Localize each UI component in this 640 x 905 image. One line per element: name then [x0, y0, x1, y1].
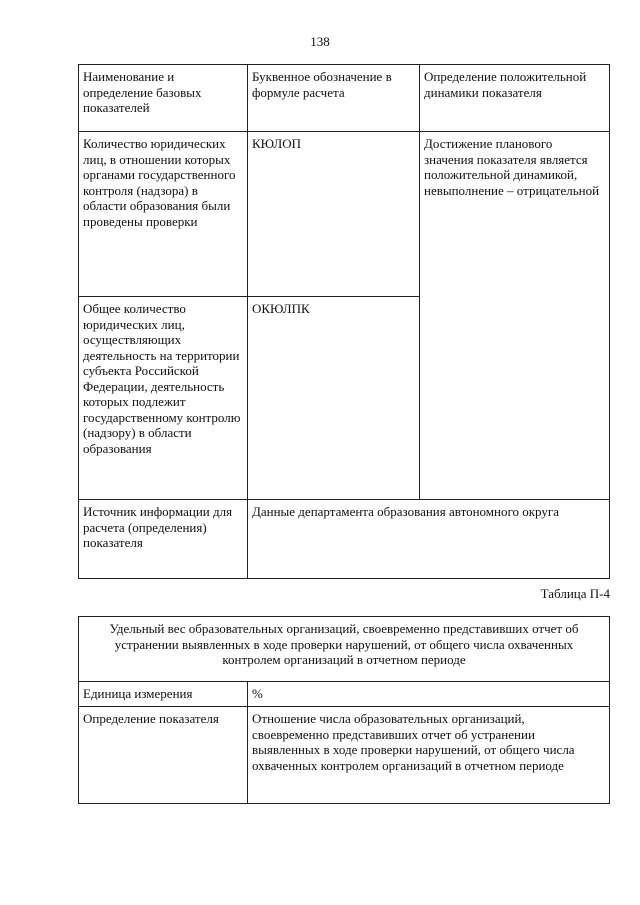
table-row: [79, 707, 610, 804]
header-name: Наименование и определение базовых показателей: [79, 65, 248, 132]
definition-label: Определение показателя: [79, 707, 248, 804]
table-header-row: [79, 65, 610, 132]
unit-value: %: [248, 682, 610, 707]
table-row: [79, 132, 610, 297]
table-row: [79, 500, 610, 579]
header-dynamics: Определение положительной динамики показателя: [420, 65, 610, 132]
indicator-table-p4: [78, 616, 610, 804]
unit-label: Единица измерения: [79, 682, 248, 707]
table-caption: Таблица П-4: [540, 586, 610, 601]
table-title-row: [79, 617, 610, 682]
row1-name: Количество юридических лиц, в отношении которых органами государственного контроля (надзора) в области образования были проведены проверки: [79, 132, 248, 297]
header-code: Буквенное обозначение в формуле расчета: [248, 65, 420, 132]
row1-code: КЮЛОП: [248, 132, 420, 297]
source-label: Источник информации для расчета (определения) показателя: [79, 500, 248, 579]
page-number: 138: [310, 34, 330, 49]
row-dynamics: Достижение планового значения показателя является положительной динамикой, невыполнение – отрицательной: [420, 132, 610, 500]
table-title: Удельный вес образовательных организаций, своевременно представивших отчет об устранении выявленных в ходе проверки нарушений, от общего числа охваченных контролем организаций в отчетном периоде: [79, 617, 610, 682]
row2-name: Общее количество юридических лиц, осуществляющих деятельность на территории субъекта Российской Федерации, деятельность которых подлежит государственному контролю (надзору) в области образования: [79, 297, 248, 500]
table-row: [79, 682, 610, 707]
indicator-base-table: [78, 64, 610, 579]
source-value: Данные департамента образования автономного округа: [248, 500, 610, 579]
row2-code: ОКЮЛПК: [248, 297, 420, 500]
definition-value: Отношение числа образовательных организаций, своевременно представивших отчет об устранении выявленных в ходе проверки нарушений, от общего числа охваченных контролем организаций в отчетном периоде: [248, 707, 610, 804]
